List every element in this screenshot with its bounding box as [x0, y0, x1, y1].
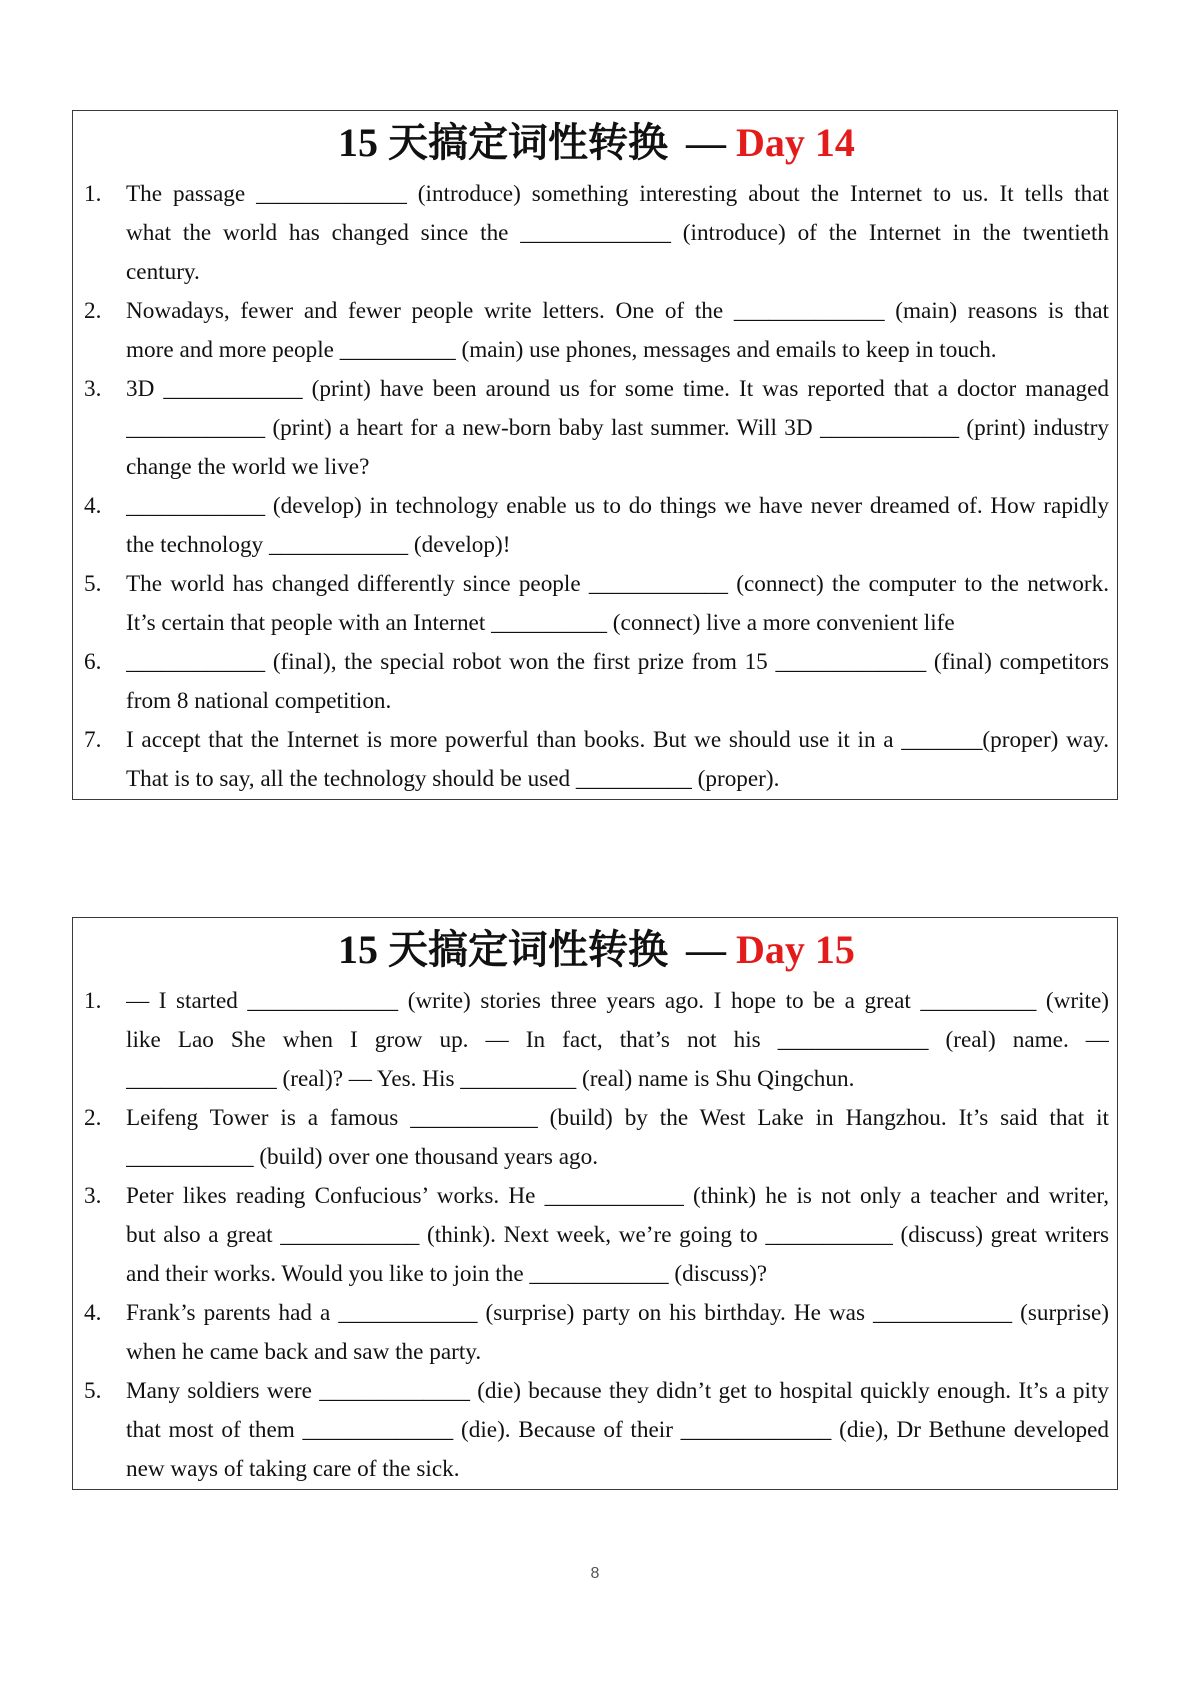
question-line: new ways of taking care of the sick. — [126, 1456, 460, 1482]
title-day: Day 14 — [736, 120, 855, 165]
question-item — [84, 175, 1109, 292]
question-text — [126, 1099, 1109, 1177]
question-item — [84, 292, 1109, 370]
title-prefix: 15 天搞定词性转换 — [338, 927, 669, 972]
title-prefix: 15 天搞定词性转换 — [338, 120, 669, 165]
question-item — [84, 1177, 1109, 1294]
question-number: 6. — [84, 649, 102, 675]
question-line: Frank’s parents had a ____________ (surprise) party on his birthday. He was ____________ (surprise) — [126, 1300, 1109, 1326]
page-title — [84, 918, 1109, 982]
question-line: like Lao She when I grow up. — In fact, that’s not his _____________ (real) name. — — [126, 1027, 1109, 1053]
day14-section — [72, 110, 1118, 800]
question-number: 2. — [84, 1105, 102, 1131]
question-text — [126, 643, 1109, 721]
question-text — [126, 175, 1109, 292]
question-item — [84, 1294, 1109, 1372]
question-line: Leifeng Tower is a famous ___________ (build) by the West Lake in Hangzhou. It’s said that it — [126, 1105, 1109, 1131]
question-number: 3. — [84, 1183, 102, 1209]
question-number: 5. — [84, 571, 102, 597]
title-day: Day 15 — [736, 927, 855, 972]
question-number: 3. — [84, 376, 102, 402]
question-number: 4. — [84, 1300, 102, 1326]
question-line: ____________ (final), the special robot won the first prize from 15 _____________ (final) competitors — [126, 649, 1109, 675]
question-line: when he came back and saw the party. — [126, 1339, 482, 1365]
question-line: ____________ (print) a heart for a new-born baby last summer. Will 3D ____________ (print) industry — [126, 415, 1109, 441]
question-line: 3D ____________ (print) have been around us for some time. It was reported that a doctor managed — [126, 376, 1109, 402]
question-line: Many soldiers were _____________ (die) because they didn’t get to hospital quickly enough. It’s a pity — [126, 1378, 1109, 1404]
question-text — [126, 487, 1109, 565]
question-line: but also a great ____________ (think). Next week, we’re going to ___________ (discuss) great writers — [126, 1222, 1109, 1248]
question-line: Peter likes reading Confucious’ works. He ____________ (think) he is not only a teacher and writer, — [126, 1183, 1109, 1209]
page-title — [84, 111, 1109, 175]
day15-section — [72, 917, 1118, 1490]
question-item — [84, 982, 1109, 1099]
question-item — [84, 487, 1109, 565]
question-number: 7. — [84, 727, 102, 753]
question-text — [126, 370, 1109, 487]
question-line: It’s certain that people with an Internet __________ (connect) live a more convenient life — [126, 610, 955, 636]
question-line: ___________ (build) over one thousand years ago. — [126, 1144, 599, 1170]
question-line: The passage _____________ (introduce) something interesting about the Internet to us. It tells that — [126, 181, 1109, 207]
question-item — [84, 1372, 1109, 1489]
question-line: That is to say, all the technology should be used __________ (proper). — [126, 766, 780, 792]
question-item — [84, 1099, 1109, 1177]
question-text — [126, 1372, 1109, 1489]
question-line: century. — [126, 259, 200, 285]
question-text — [126, 982, 1109, 1099]
question-line: what the world has changed since the _____________ (introduce) of the Internet in the twentieth — [126, 220, 1109, 246]
page-number: 8 — [590, 1565, 600, 1582]
question-number: 4. — [84, 493, 102, 519]
question-line: _____________ (real)? — Yes. His __________ (real) name is Shu Qingchun. — [126, 1066, 855, 1092]
question-line: the technology ____________ (develop)! — [126, 532, 511, 558]
question-line: ____________ (develop) in technology enable us to do things we have never dreamed of. How rapidly — [126, 493, 1109, 519]
question-number: 1. — [84, 988, 102, 1014]
question-text — [126, 292, 1109, 370]
question-text — [126, 1294, 1109, 1372]
question-item — [84, 643, 1109, 721]
title-dash: — — [686, 927, 727, 972]
question-text — [126, 721, 1109, 799]
question-line: The world has changed differently since people ____________ (connect) the computer to the network. — [126, 571, 1109, 597]
question-number: 2. — [84, 298, 102, 324]
title-dash: — — [686, 120, 727, 165]
question-text — [126, 565, 1109, 643]
question-line: and their works. Would you like to join the ____________ (discuss)? — [126, 1261, 768, 1287]
question-line: that most of them _____________ (die). Because of their _____________ (die), Dr Bethune developed — [126, 1417, 1109, 1443]
question-line: from 8 national competition. — [126, 688, 392, 714]
question-item — [84, 565, 1109, 643]
question-text — [126, 1177, 1109, 1294]
question-line: — I started _____________ (write) stories three years ago. I hope to be a great __________ (write) — [126, 988, 1109, 1014]
question-number: 5. — [84, 1378, 102, 1404]
question-line: more and more people __________ (main) use phones, messages and emails to keep in touch. — [126, 337, 997, 363]
question-number: 1. — [84, 181, 102, 207]
question-line: Nowadays, fewer and fewer people write letters. One of the _____________ (main) reasons is that — [126, 298, 1109, 324]
question-line: I accept that the Internet is more powerful than books. But we should use it in a _______(proper) way. — [126, 727, 1109, 753]
question-line: change the world we live? — [126, 454, 370, 480]
question-item — [84, 721, 1109, 799]
question-item — [84, 370, 1109, 487]
